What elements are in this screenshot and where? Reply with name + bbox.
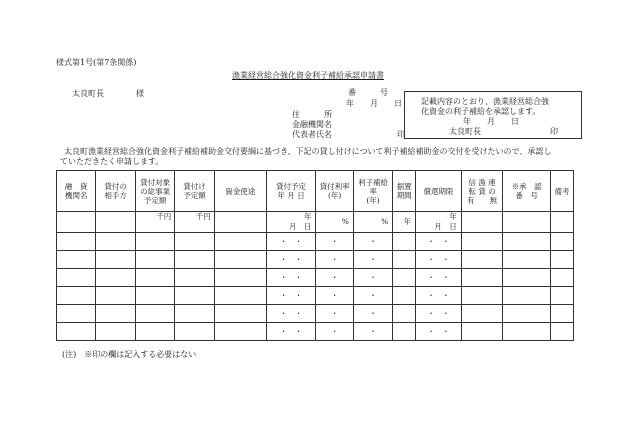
table-cell[interactable]: [57, 251, 96, 269]
table-cell[interactable]: [214, 212, 266, 233]
table-cell[interactable]: [57, 269, 96, 287]
table-cell[interactable]: [96, 233, 135, 251]
decimal-dot: ・: [330, 273, 339, 282]
table-cell[interactable]: [175, 212, 214, 233]
table-cell[interactable]: [316, 269, 353, 287]
table-cell[interactable]: [353, 323, 392, 341]
date-dots: ・ ・: [279, 255, 303, 264]
table-cell[interactable]: [135, 269, 174, 287]
table-cell[interactable]: [503, 251, 551, 269]
table-cell[interactable]: [214, 251, 266, 269]
table-cell[interactable]: [416, 251, 462, 269]
unit-percent: %: [341, 217, 349, 226]
header-borrower: 貸付の 相手方: [96, 171, 135, 212]
table-row: [57, 251, 574, 269]
date-dots: ・ ・: [427, 327, 450, 336]
body-text-line-2: ていただきたく申請します。: [60, 157, 164, 166]
table-cell[interactable]: [503, 212, 551, 233]
header-grace-period: 据置 期間: [393, 171, 416, 212]
table-cell[interactable]: [57, 305, 96, 323]
table-cell[interactable]: [416, 212, 462, 233]
table-cell[interactable]: [316, 323, 353, 341]
date-dots: ・ ・: [427, 273, 450, 282]
table-cell[interactable]: [214, 323, 266, 341]
unit-year: 年: [403, 217, 412, 226]
table-cell[interactable]: [461, 212, 503, 233]
table-cell[interactable]: [416, 269, 462, 287]
table-cell[interactable]: [266, 212, 316, 233]
table-cell[interactable]: [96, 269, 135, 287]
addressee: 太良町長: [72, 89, 104, 98]
decimal-dot: ・: [330, 309, 339, 318]
table-cell[interactable]: [461, 251, 503, 269]
table-cell[interactable]: [416, 323, 462, 341]
decimal-dot: ・: [369, 309, 377, 318]
decimal-dot: ・: [369, 237, 377, 246]
table-cell[interactable]: [353, 305, 392, 323]
table-cell[interactable]: [135, 305, 174, 323]
table-cell[interactable]: [175, 251, 214, 269]
date-dots: ・ ・: [279, 327, 303, 336]
date-dots: ・ ・: [427, 255, 450, 264]
date-dots: ・ ・: [279, 273, 303, 282]
table-cell[interactable]: [503, 269, 551, 287]
header-remarks: 備考: [551, 171, 574, 212]
header-subsidy-rate: 利子補給 率 (年): [353, 171, 392, 212]
table-cell[interactable]: [461, 269, 503, 287]
table-cell[interactable]: [214, 233, 266, 251]
decimal-dot: ・: [369, 327, 377, 336]
table-cell[interactable]: [503, 287, 551, 305]
form-number: 様式第1号(第7条関係): [56, 58, 137, 67]
table-row: [57, 212, 574, 233]
table-cell[interactable]: [316, 305, 353, 323]
table-cell[interactable]: [551, 323, 574, 341]
table-cell[interactable]: [353, 212, 392, 233]
page-title: 漁業経営総合強化資金利子補給承認申請書: [232, 71, 384, 80]
table-cell[interactable]: [461, 287, 503, 305]
header-repayment-deadline: 償還期限: [416, 171, 462, 212]
table-cell[interactable]: [393, 233, 416, 251]
table-cell[interactable]: [135, 251, 174, 269]
table-cell[interactable]: [57, 212, 96, 233]
decimal-dot: ・: [369, 273, 377, 282]
application-table: [56, 170, 574, 341]
table-cell[interactable]: [393, 212, 416, 233]
table-cell[interactable]: [461, 323, 503, 341]
table-cell[interactable]: [551, 305, 574, 323]
addressee-honorific: 様: [136, 89, 144, 98]
unit-thousand-yen: 千円: [156, 212, 172, 221]
table-cell[interactable]: [175, 323, 214, 341]
decimal-dot: ・: [369, 255, 377, 264]
unit-year: 年: [449, 212, 457, 221]
table-cell[interactable]: [96, 323, 135, 341]
approval-box: [404, 91, 582, 139]
table-cell[interactable]: [551, 233, 574, 251]
table-cell[interactable]: [416, 287, 462, 305]
table-cell[interactable]: [551, 269, 574, 287]
table-cell[interactable]: [135, 323, 174, 341]
table-cell[interactable]: [135, 212, 174, 233]
table-cell[interactable]: [175, 305, 214, 323]
representative-label: 代表者氏名: [292, 130, 332, 139]
table-cell[interactable]: [214, 287, 266, 305]
table-cell[interactable]: [57, 323, 96, 341]
approval-mayor: 太良町長: [449, 127, 481, 136]
header-fund-use: 資金使途: [214, 171, 266, 212]
table-cell[interactable]: [393, 269, 416, 287]
header-interest-rate: 貸付利率 (年): [316, 171, 353, 212]
table-cell[interactable]: [316, 233, 353, 251]
table-cell[interactable]: [353, 269, 392, 287]
table-cell[interactable]: [551, 251, 574, 269]
applicant-seal: 印: [397, 130, 405, 139]
header-loan-date: 貸付予定 年 月 日: [266, 171, 316, 212]
table-cell[interactable]: [175, 233, 214, 251]
table-cell[interactable]: [353, 287, 392, 305]
date-dots: ・ ・: [427, 309, 450, 318]
header-sublending: 信 漁 連 転 貸 の 有 無: [461, 171, 503, 212]
header-total-project: 貸付対象 の総事業 予定額: [135, 171, 174, 212]
number-label: 番 号: [348, 88, 388, 97]
table-header-row: [57, 171, 574, 212]
table-cell[interactable]: [353, 233, 392, 251]
table-cell[interactable]: [503, 233, 551, 251]
footnote: (注) ※印の欄は記入する必要はない: [62, 350, 197, 359]
approval-date: 年 月 日: [463, 117, 519, 126]
date-dots: ・ ・: [279, 291, 303, 300]
table-cell[interactable]: [96, 212, 135, 233]
table-row: [57, 233, 574, 251]
table-cell[interactable]: [393, 305, 416, 323]
date-dots: ・ ・: [279, 309, 303, 318]
table-cell[interactable]: [503, 323, 551, 341]
table-cell[interactable]: [266, 269, 316, 287]
table-cell[interactable]: [135, 287, 174, 305]
unit-month-day: 月 日: [288, 222, 312, 231]
date-label: 年 月 日: [346, 99, 402, 108]
approval-seal: 印: [550, 127, 558, 136]
unit-year: 年: [303, 212, 312, 221]
table-cell[interactable]: [266, 305, 316, 323]
table-row: [57, 269, 574, 287]
table-cell[interactable]: [503, 305, 551, 323]
table-cell[interactable]: [393, 287, 416, 305]
header-loan-amount: 貸付け 予定額: [175, 171, 214, 212]
table-cell[interactable]: [393, 251, 416, 269]
institution-label: 金融機関名: [292, 120, 332, 129]
table-row: [57, 287, 574, 305]
date-dots: ・ ・: [427, 291, 450, 300]
header-approval-number: ※承 認 番 号: [503, 171, 551, 212]
date-dots: ・ ・: [427, 237, 450, 246]
decimal-dot: ・: [330, 291, 339, 300]
decimal-dot: ・: [330, 327, 339, 336]
table-cell[interactable]: [214, 305, 266, 323]
approval-line-1: 記載内容のとおり、漁業経営総合強: [421, 97, 549, 106]
body-text-line-1: 太良町漁業経営総合強化資金利子補給補助金交付要綱に基づき、下記の貸し付けについて利子補給補助金の交付を受けたいので、承認し: [64, 147, 552, 156]
table-cell[interactable]: [96, 287, 135, 305]
table-cell[interactable]: [353, 251, 392, 269]
header-lender: 融 資 機関名: [57, 171, 96, 212]
table-row: [57, 305, 574, 323]
address-label: 住 所: [292, 110, 332, 119]
table-cell[interactable]: [266, 323, 316, 341]
table-cell[interactable]: [461, 233, 503, 251]
decimal-dot: ・: [330, 255, 339, 264]
table-cell[interactable]: [461, 305, 503, 323]
table-cell[interactable]: [393, 323, 416, 341]
approval-line-2: 化資金の利子補給を承認します。: [421, 107, 541, 116]
table-cell[interactable]: [96, 251, 135, 269]
table-cell[interactable]: [551, 287, 574, 305]
table-cell[interactable]: [57, 233, 96, 251]
table-cell[interactable]: [266, 233, 316, 251]
table-cell[interactable]: [551, 212, 574, 233]
unit-month-day: 月 日: [434, 222, 457, 231]
table-cell[interactable]: [316, 251, 353, 269]
decimal-dot: ・: [330, 237, 339, 246]
table-cell[interactable]: [266, 287, 316, 305]
table-cell[interactable]: [316, 287, 353, 305]
table-row: [57, 323, 574, 341]
table-cell[interactable]: [96, 305, 135, 323]
decimal-dot: ・: [369, 291, 377, 300]
unit-percent: %: [381, 217, 389, 226]
date-dots: ・ ・: [279, 237, 303, 246]
unit-thousand-yen: 千円: [195, 212, 211, 221]
table-cell[interactable]: [175, 269, 214, 287]
table-cell[interactable]: [416, 305, 462, 323]
table-cell[interactable]: [416, 233, 462, 251]
table-cell[interactable]: [214, 269, 266, 287]
table-cell[interactable]: [57, 287, 96, 305]
table-cell[interactable]: [316, 212, 353, 233]
table-cell[interactable]: [175, 287, 214, 305]
table-cell[interactable]: [266, 251, 316, 269]
table-cell[interactable]: [135, 233, 174, 251]
